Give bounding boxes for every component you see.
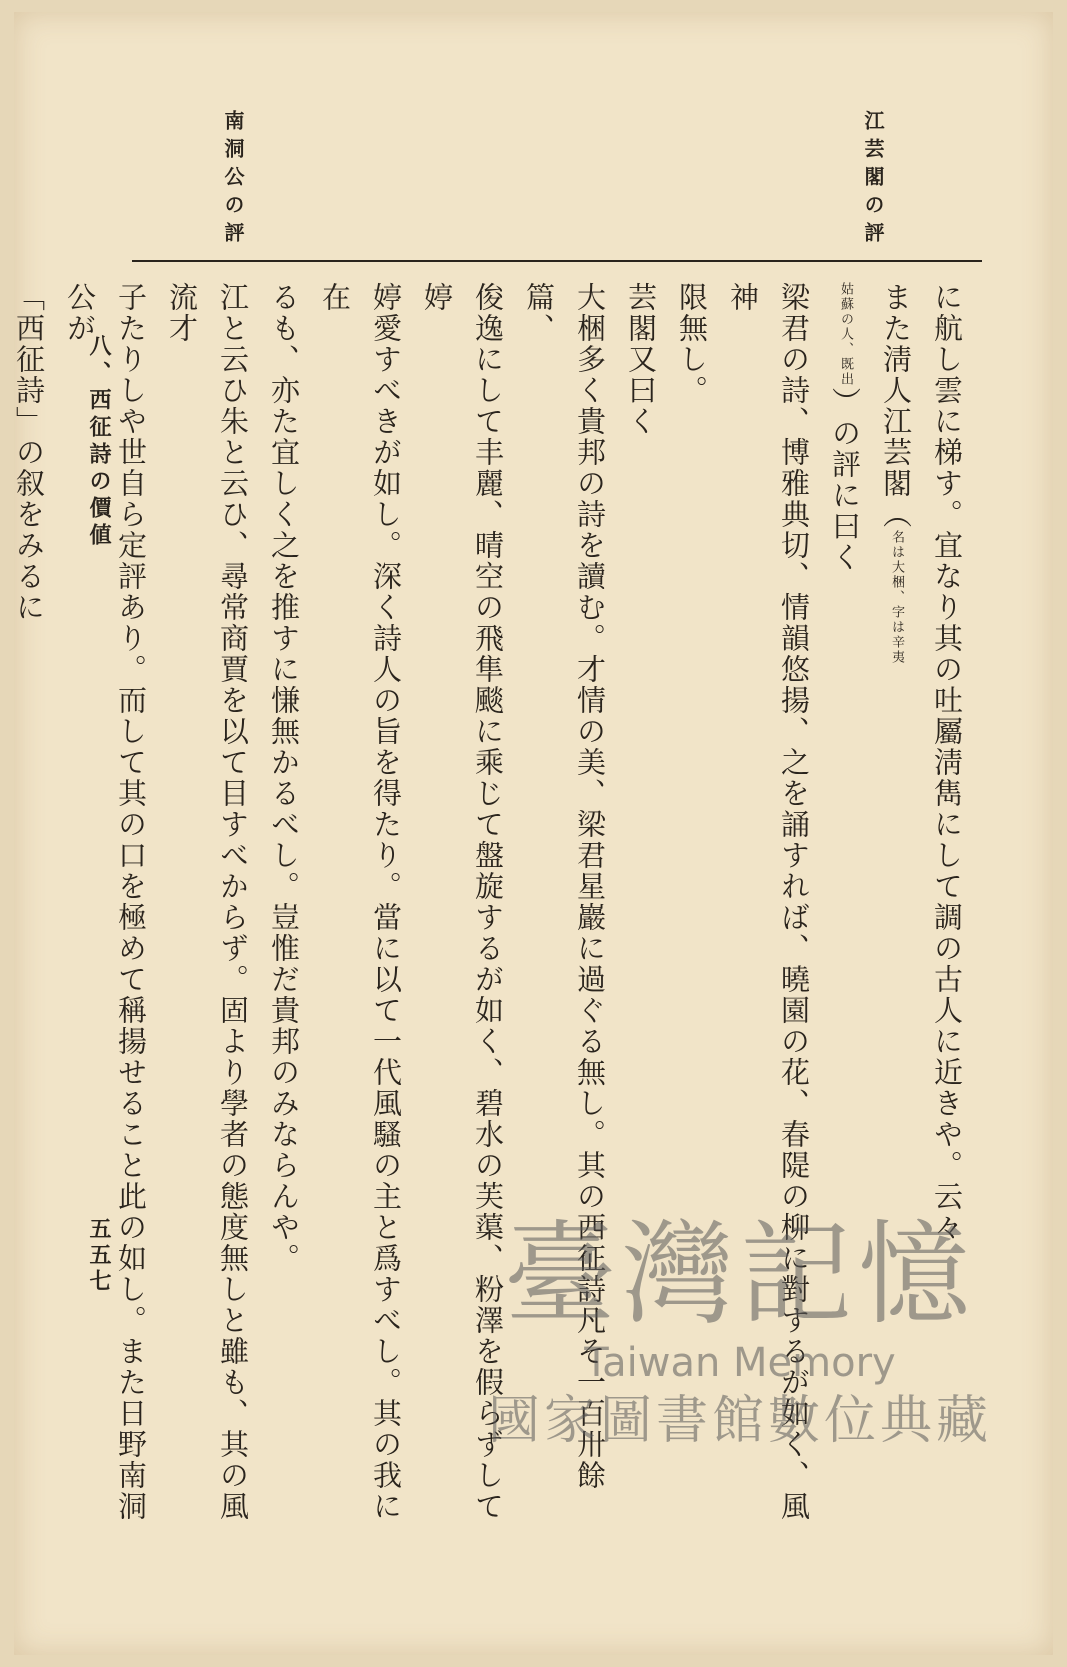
text-fragment: の評に曰く bbox=[828, 418, 862, 573]
text-line: 梁君の詩、博雅典切、情韻悠揚、之を誦すれば、曉園の花、春隄の柳に對するが如く、風神 bbox=[726, 282, 811, 1522]
text-line bbox=[0, 282, 3, 1522]
note-line: 姑蘇の人、既出 bbox=[838, 282, 853, 387]
watermark-english: Taiwan Memory bbox=[584, 1340, 896, 1386]
note-line: 名は大梱、字は辛夷 bbox=[889, 530, 904, 665]
text-line: 「西征詩」の叙をみるに bbox=[12, 282, 46, 623]
text-line: 俊逸にして丰麗、晴空の飛隼颷に乘じて盤旋するが如く、碧水の芙蕖、粉澤を假らずして婷 bbox=[420, 282, 505, 1522]
watermark-title: 臺灣記憶 bbox=[504, 1210, 976, 1340]
chapter-title: 八、西征詩の價値 bbox=[86, 334, 112, 550]
text-line-with-note: また淸人江芸閣（名は大梱、字は辛夷 姑蘇の人、既出）の評に曰く bbox=[828, 282, 913, 665]
text-line: 限無し。 bbox=[675, 282, 709, 406]
text-line: 江と云ひ朱と云ひ、尋常商賈を以て目すべからず。固より學者の態度無しと雖も、其の風流才 bbox=[165, 282, 250, 1522]
text-line: 大梱多く貴邦の詩を讀む。才情の美、梁君星巖に過ぐる無し。其の西征詩凡そ一百卅餘篇、 bbox=[522, 282, 607, 1491]
header-rule bbox=[132, 260, 982, 262]
text-line: に航し雲に梯す。宜なり其の吐屬淸雋にして調の古人に近きや。云々 bbox=[930, 282, 964, 1243]
text-fragment: また淸人江芸閣 bbox=[879, 282, 913, 499]
page-number: 五五七 bbox=[86, 1217, 112, 1295]
text-line: 子たりしや世自ら定評あり。而して其の口を極めて稱揚せること此の如し。また日野南洞公が bbox=[63, 282, 148, 1522]
page-header-left: 南洞公の評 bbox=[221, 110, 245, 250]
text-line: 婷愛すべきが如し。深く詩人の旨を得たり。當に以て一代風騷の主と爲すべし。其の我に在 bbox=[318, 282, 403, 1522]
watermark-subtitle: 國家圖書館數位典藏 bbox=[487, 1391, 992, 1451]
text-line: るも、亦た宜しく之を推すに慊無かるべし。豈惟だ貴邦のみならんや。 bbox=[267, 282, 301, 1274]
text-line: 芸閣又曰く bbox=[624, 282, 658, 437]
page-header-right: 江芸閣の評 bbox=[861, 110, 885, 250]
watermark bbox=[470, 1210, 1010, 1540]
